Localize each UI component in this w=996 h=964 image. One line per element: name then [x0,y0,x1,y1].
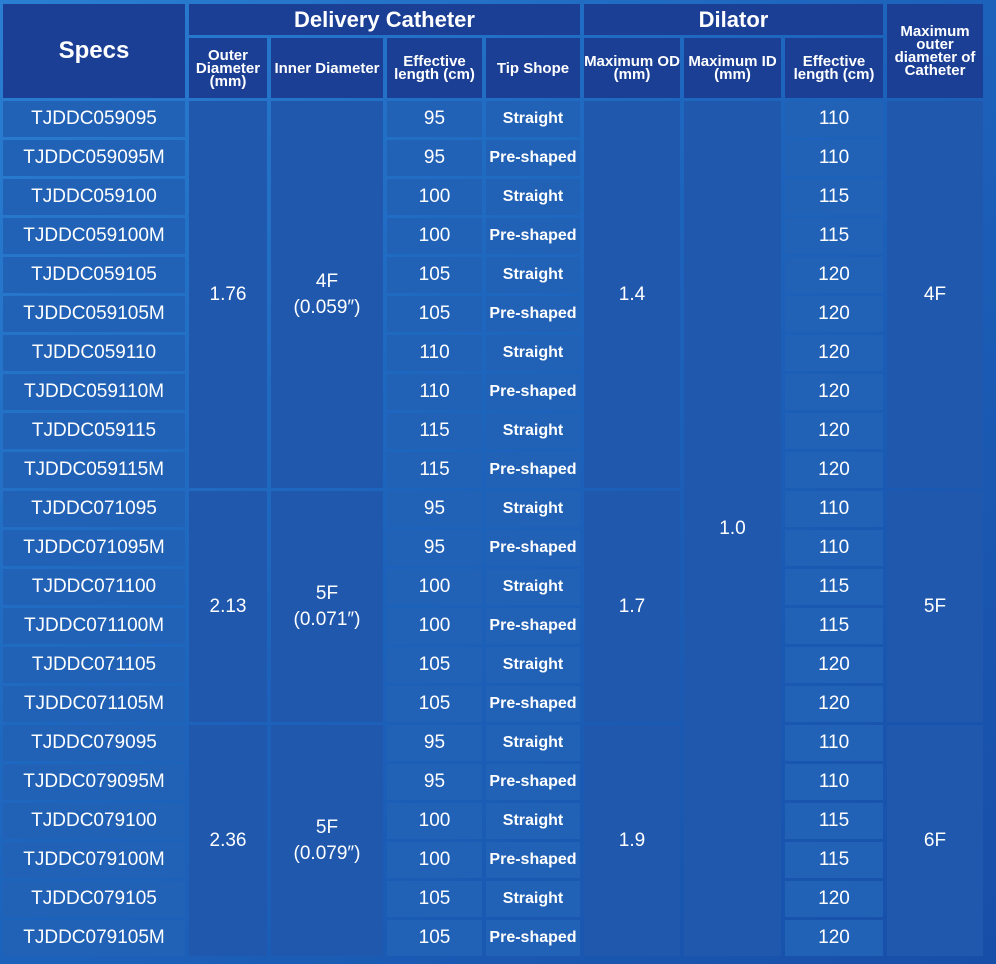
header-max-od: Maximum OD (mm) [584,38,680,98]
tip-shape-cell: Straight [486,569,580,605]
dilator-length-cell: 110 [785,764,883,800]
dilator-length-cell: 120 [785,920,883,956]
max-catheter-cell: 5F [887,491,983,722]
effective-length-cell: 95 [387,491,482,527]
max-od-cell: 1.9 [584,725,680,956]
header-max-outer-diameter: Maximum outer diameter of Catheter [887,4,983,98]
tip-shape-cell: Straight [486,725,580,761]
inner-diameter-french: 5F [315,816,339,838]
spec-code-cell: TJDDC079105M [3,920,185,956]
table-row [3,179,983,215]
spec-code-cell: TJDDC071105 [3,647,185,683]
spec-code-cell: TJDDC079095 [3,725,185,761]
table-row [3,140,983,176]
dilator-length-cell: 120 [785,296,883,332]
table-row [3,842,983,878]
spec-code-cell: TJDDC059105M [3,296,185,332]
inner-diameter-cell [271,491,383,722]
outer-diameter-cell: 2.13 [189,491,267,722]
header-delivery-catheter: Delivery Catheter [189,4,580,35]
header-dilator: Dilator [584,4,883,35]
header-max-id: Maximum ID (mm) [684,38,781,98]
effective-length-cell: 100 [387,179,482,215]
dilator-length-cell: 120 [785,257,883,293]
spec-code-cell: TJDDC071095M [3,530,185,566]
table-row [3,101,983,137]
tip-shape-cell: Pre-shaped [486,530,580,566]
effective-length-cell: 105 [387,920,482,956]
table-row [3,686,983,722]
dilator-length-cell: 120 [785,335,883,371]
inner-diameter-inches: (0.079″) [293,842,361,864]
dilator-length-cell: 120 [785,647,883,683]
effective-length-cell: 100 [387,608,482,644]
table-row [3,569,983,605]
dilator-length-cell: 115 [785,608,883,644]
spec-code-cell: TJDDC071100M [3,608,185,644]
tip-shape-cell: Straight [486,335,580,371]
effective-length-cell: 115 [387,413,482,449]
tip-shape-cell: Pre-shaped [486,608,580,644]
table-row [3,374,983,410]
spec-code-cell: TJDDC079095M [3,764,185,800]
effective-length-cell: 110 [387,374,482,410]
table-row [3,881,983,917]
effective-length-cell: 110 [387,335,482,371]
effective-length-cell: 100 [387,842,482,878]
spec-code-cell: TJDDC059115 [3,413,185,449]
header-dilator-effective-length: Effective length (cm) [785,38,883,98]
header-outer-diameter: Outer Diameter (mm) [189,38,267,98]
dilator-length-cell: 115 [785,179,883,215]
table-row [3,491,983,527]
max-od-cell: 1.7 [584,491,680,722]
inner-diameter-cell [271,725,383,956]
dilator-length-cell: 120 [785,452,883,488]
spec-code-cell: TJDDC079105 [3,881,185,917]
table-row [3,803,983,839]
tip-shape-cell: Pre-shaped [486,920,580,956]
effective-length-cell: 95 [387,101,482,137]
tip-shape-cell: Straight [486,491,580,527]
tip-shape-cell: Pre-shaped [486,140,580,176]
dilator-length-cell: 120 [785,413,883,449]
tip-shape-cell: Straight [486,647,580,683]
tip-shape-cell: Straight [486,413,580,449]
effective-length-cell: 105 [387,686,482,722]
dilator-length-cell: 110 [785,140,883,176]
effective-length-cell: 95 [387,764,482,800]
effective-length-cell: 95 [387,140,482,176]
dilator-length-cell: 110 [785,491,883,527]
table-row [3,725,983,761]
tip-shape-cell: Straight [486,803,580,839]
effective-length-cell: 100 [387,803,482,839]
spec-table [0,1,987,959]
inner-diameter-french: 4F [315,270,339,292]
dilator-length-cell: 115 [785,569,883,605]
tip-shape-cell: Pre-shaped [486,764,580,800]
table-row [3,452,983,488]
effective-length-cell: 105 [387,296,482,332]
header-specs: Specs [3,4,185,98]
max-od-cell: 1.4 [584,101,680,488]
table-row [3,764,983,800]
max-catheter-cell: 6F [887,725,983,956]
tip-shape-cell: Straight [486,257,580,293]
tip-shape-cell: Pre-shaped [486,218,580,254]
effective-length-cell: 105 [387,257,482,293]
spec-code-cell: TJDDC071095 [3,491,185,527]
dilator-length-cell: 115 [785,842,883,878]
outer-diameter-cell: 1.76 [189,101,267,488]
effective-length-cell: 115 [387,452,482,488]
tip-shape-cell: Straight [486,881,580,917]
inner-diameter-cell [271,101,383,488]
spec-code-cell: TJDDC059100M [3,218,185,254]
header-effective-length: Effective length (cm) [387,38,482,98]
tip-shape-cell: Pre-shaped [486,296,580,332]
dilator-length-cell: 110 [785,530,883,566]
header-tip-shape: Tip Shope [486,38,580,98]
inner-diameter-french: 5F [315,582,339,604]
spec-code-cell: TJDDC079100M [3,842,185,878]
dilator-length-cell: 115 [785,218,883,254]
inner-diameter-inches: (0.071″) [293,608,361,630]
spec-code-cell: TJDDC059100 [3,179,185,215]
tip-shape-cell: Pre-shaped [486,452,580,488]
tip-shape-cell: Pre-shaped [486,686,580,722]
spec-code-cell: TJDDC071100 [3,569,185,605]
spec-code-cell: TJDDC059115M [3,452,185,488]
table-row [3,413,983,449]
table-row [3,257,983,293]
max-catheter-cell: 4F [887,101,983,488]
table-row [3,608,983,644]
spec-code-cell: TJDDC059105 [3,257,185,293]
table-row [3,920,983,956]
tip-shape-cell: Straight [486,101,580,137]
dilator-length-cell: 110 [785,101,883,137]
effective-length-cell: 100 [387,218,482,254]
table-body [3,101,983,956]
header-inner-diameter: Inner Diameter [271,38,383,98]
dilator-length-cell: 110 [785,725,883,761]
spec-code-cell: TJDDC059110 [3,335,185,371]
table-row [3,218,983,254]
inner-diameter-inches: (0.059″) [293,296,361,318]
dilator-length-cell: 115 [785,803,883,839]
table-row [3,647,983,683]
tip-shape-cell: Straight [486,179,580,215]
spec-code-cell: TJDDC059095 [3,101,185,137]
effective-length-cell: 105 [387,881,482,917]
spec-code-cell: TJDDC059095M [3,140,185,176]
tip-shape-cell: Pre-shaped [486,374,580,410]
dilator-length-cell: 120 [785,686,883,722]
outer-diameter-cell: 2.36 [189,725,267,956]
tip-shape-cell: Pre-shaped [486,842,580,878]
spec-code-cell: TJDDC071105M [3,686,185,722]
table-header [3,4,983,98]
effective-length-cell: 95 [387,725,482,761]
effective-length-cell: 95 [387,530,482,566]
table-row [3,296,983,332]
effective-length-cell: 105 [387,647,482,683]
table-row [3,530,983,566]
spec-code-cell: TJDDC079100 [3,803,185,839]
table-row [3,335,983,371]
effective-length-cell: 100 [387,569,482,605]
max-id-cell: 1.0 [684,101,781,956]
spec-code-cell: TJDDC059110M [3,374,185,410]
dilator-length-cell: 120 [785,374,883,410]
dilator-length-cell: 120 [785,881,883,917]
